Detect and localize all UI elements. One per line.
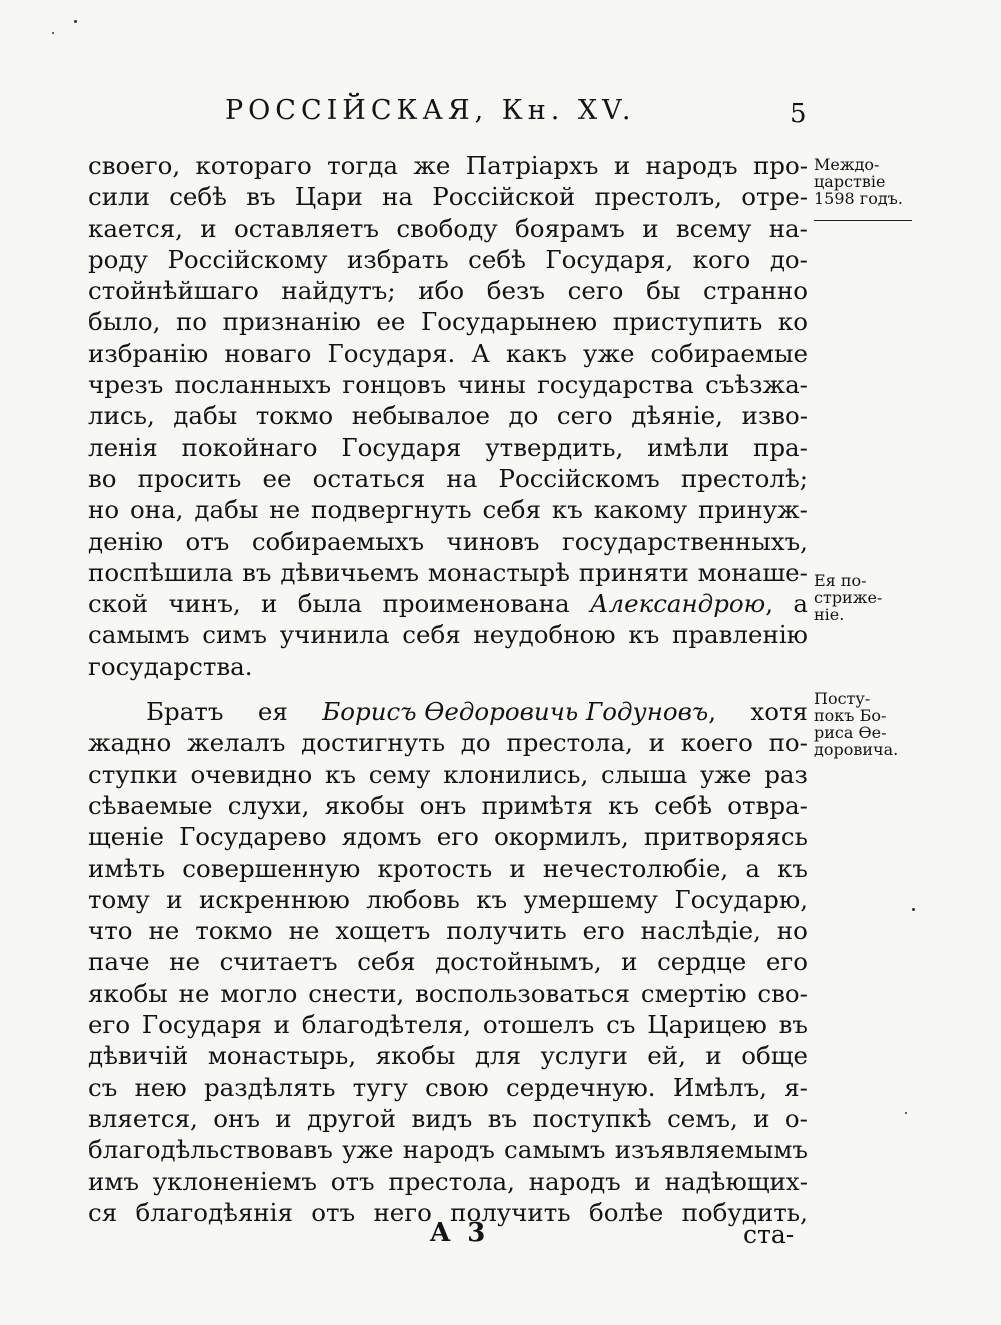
text-line: имѣть совершенную кротость и нечестолюбіе, а къ [88, 853, 808, 883]
text-line: якобы не могло снести, воспользоваться смертію сво- [88, 978, 808, 1008]
text-line: своего, котораго тогда же Патріархъ и народъ про- [88, 151, 808, 180]
marginal-note-line: 1598 годъ. [814, 189, 903, 208]
text-line: стойнѣйшаго найдутъ; ибо безъ сего бы странно [88, 276, 808, 306]
main-text [88, 150, 808, 1228]
page-footer [0, 1218, 1001, 1254]
text-line: роду Россійскому избрать себѣ Государя, кого до- [88, 244, 808, 274]
text-line: паче не считаетъ себя достойнымъ, и сердце его [88, 947, 808, 977]
ink-speck [74, 20, 77, 23]
text-line: дѣвичій монастырь, якобы для услуги ей, и обще [88, 1041, 808, 1071]
marginal-note-line: Ея по- [814, 571, 867, 590]
text-line: было, по признанію ее Государынею приступить ко [88, 307, 808, 337]
text-line: чрезъ посланныхъ гонцовъ чины государства съѣзжа- [88, 370, 808, 400]
text-line: избранію новаго Государя. А какъ уже собираемые [88, 338, 808, 368]
marginal-note-boris-conduct [814, 690, 914, 758]
text-line: ся благодѣянія отъ него получить болѣе побудить, [88, 1197, 808, 1227]
marginal-note-line: покъ Бо- [814, 706, 887, 725]
text-line: жадно желалъ достигнуть до престола, и коего по- [88, 728, 808, 758]
text-line: поспѣшила въ дѣвичьемъ монастырѣ приняти монаше- [88, 557, 808, 587]
text-line: щеніе Государево ядомъ его окормилъ, притворяясь [88, 822, 808, 852]
ink-speck [52, 32, 54, 34]
text-line: съ нею раздѣлять тугу свою сердечную. Имѣлъ, я- [88, 1072, 808, 1102]
text-line: имъ уклоненіемъ отъ престола, народъ и надѣющих- [88, 1166, 808, 1196]
running-title: РОССІЙСКАЯ, Кн. XV. [225, 95, 636, 126]
text-line: сѣваемые слухи, якобы онъ примѣтя къ себѣ отвра- [88, 790, 808, 820]
catchword: ста- [743, 1220, 795, 1249]
text-line: его Государя и благодѣтеля, отошелъ съ Царицею въ [88, 1010, 808, 1040]
ink-speck [912, 908, 915, 911]
text-line: ступки очевидно къ сему клонились, слыша уже раз [88, 759, 808, 789]
marginal-note-line: доровича. [814, 740, 899, 759]
marginal-note-line: стриже- [814, 588, 883, 607]
marginal-note-rule [814, 220, 912, 221]
paragraph-gap [88, 682, 808, 696]
text-line: Братъ ея Борисъ Ѳедоровичь Годуновъ, хотя [146, 697, 808, 727]
marginal-note-line: ніе. [814, 605, 845, 624]
text-line: самымъ симъ учинила себя неудобною къ правленію [88, 620, 808, 650]
text-line: денію отъ собираемыхъ чиновъ государственныхъ, [88, 526, 808, 556]
text-line: сили себѣ въ Цари на Россійской престолъ, отре- [88, 182, 808, 212]
marginal-note-line: царствіе [814, 172, 886, 191]
marginal-note-line: риса Ѳе- [814, 723, 887, 742]
text-line: государства. [88, 651, 253, 681]
text-line: тому и искреннюю любовь къ умершему Государю, [88, 884, 808, 914]
page-header [0, 95, 1001, 135]
marginal-note-interregnum [814, 156, 914, 207]
text-line: ской чинъ, и была проименована Александрою, а [88, 589, 808, 619]
marginal-note-line: Междо- [814, 155, 880, 174]
text-line: кается, и оставляетъ свободу боярамъ и всему на- [88, 213, 808, 243]
text-line: ленія покойнаго Государя утвердить, имѣли пра- [88, 432, 808, 462]
page-number: 5 [790, 99, 807, 129]
text-line: вляется, онъ и другой видъ въ поступкѣ семъ, и о- [88, 1103, 808, 1133]
ink-speck [905, 1112, 907, 1114]
text-line: что не токмо не хощетъ получить его наслѣдіе, но [88, 916, 808, 946]
signature-mark: A 3 [430, 1218, 490, 1248]
text-line: благодѣльствовавъ уже народъ самымъ изъявляемымъ [88, 1135, 808, 1165]
marginal-note-line: Посту- [814, 689, 871, 708]
text-line: во просить ее остаться на Россійскомъ престолѣ; [88, 463, 808, 493]
marginal-note-tonsure [814, 572, 914, 623]
text-line: но она, дабы не подвергнуть себя къ какому принуж- [88, 495, 808, 525]
text-line: лись, дабы токмо небывалое до сего дѣяніе, изво- [88, 401, 808, 431]
